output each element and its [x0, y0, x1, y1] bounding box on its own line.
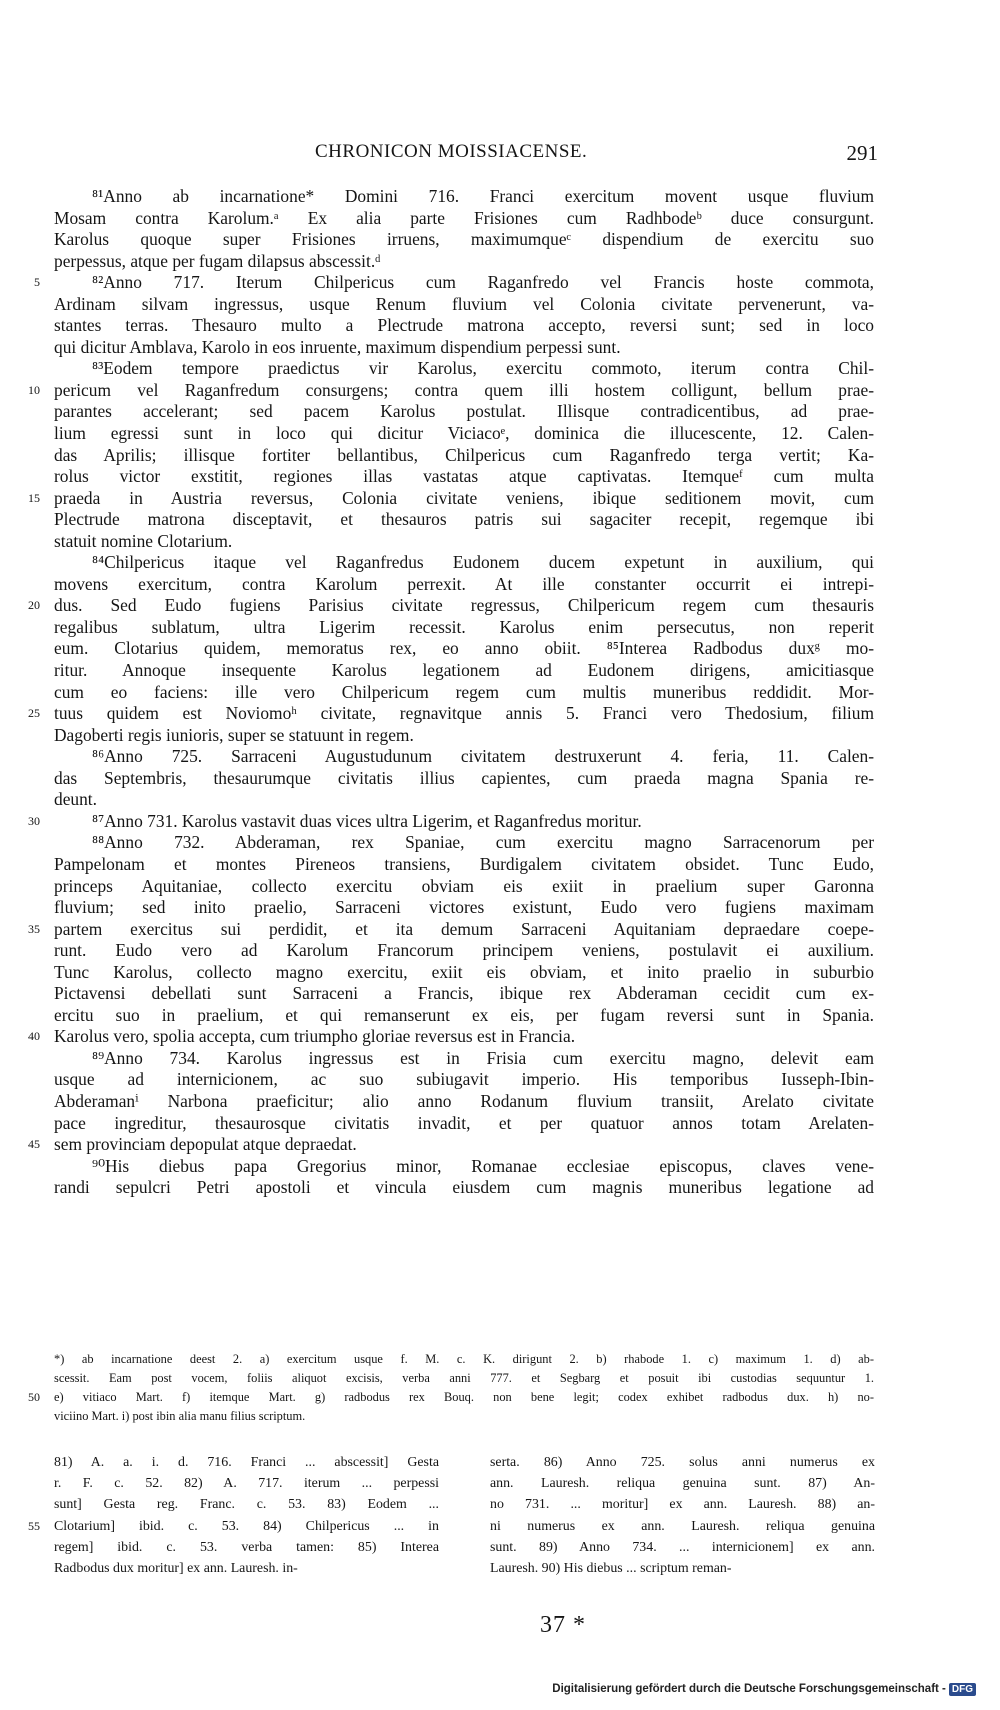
text-line [54, 1452, 439, 1473]
text-line [54, 1537, 439, 1558]
line-text: qui dicitur Amblava, Karolo in eos inruente, maximum dispendium perpessi sunt. [54, 336, 621, 357]
line-text: usque ad internicionem, ac suo subiugavit imperio. His temporibus Iusseph-Ibin- [54, 1069, 874, 1090]
line-text: ercitu suo in praelium, et qui remanserunt ex eis, per fugam reversi sunt in Spania. [54, 1004, 874, 1025]
text-line [28, 595, 874, 617]
line-text: Plectrude matrona disceptavit, et thesauros patris sui sagaciter recepit, regemque ibi [54, 509, 874, 530]
text-line [54, 876, 874, 898]
text-line [54, 251, 874, 273]
running-header [0, 141, 1000, 171]
line-number: 55 [28, 1518, 40, 1533]
line-text: Lauresh. 90) His diebus ... scriptum reman- [490, 1560, 732, 1576]
line-text: lium egressi sunt in loco qui dicitur Viciacoᵉ, dominica die illucescente, 12. Calen- [54, 423, 874, 444]
text-line [54, 445, 874, 467]
line-text: viciino Mart. i) post ibin alia manu filius scriptum. [54, 1409, 306, 1423]
text-line [54, 358, 874, 380]
text-line [54, 1091, 874, 1113]
line-text: eum. Clotarius quidem, memoratus rex, eo anno obiit. ⁸⁵Interea Radbodus duxᵍ mo- [54, 638, 874, 659]
text-line [28, 487, 874, 510]
line-text: tuus quidem est Noviomoʰ civitate, regnavitque annis 5. Franci vero Thedosium, filium [54, 703, 874, 724]
line-text: *) ab incarnatione deest 2. a) exercitum usque f. M. c. K. dirigunt 2. b) rhabode 1. c) maximum 1. d) ab- [54, 1352, 874, 1366]
line-text: ⁸¹Anno ab incarnatione* Domini 716. Franci exercitum movent usque fluvium [92, 186, 874, 206]
line-text: partem exercitus sui perdidit, et ita demum Sarraceni Aquitaniam depraedare coepe- [54, 918, 874, 939]
line-text: e) vitiaco Mart. f) itemque Mart. g) radbodus rex Bouq. non bene legit; codex exhibet radbodus dux. h) no- [54, 1390, 874, 1404]
text-line [54, 746, 874, 768]
line-text: princeps Aquitaniae, collecto exercitu obviam eis exiit in praelium super Garonna [54, 875, 874, 896]
text-line [54, 1369, 874, 1388]
text-line [28, 379, 874, 402]
line-text: fluvium; sed inito praelio, Sarraceni victores existunt, Eudo vero fugiens maximam [54, 897, 874, 918]
line-number: 40 [28, 1029, 40, 1044]
running-title: CHRONICON MOISSIACENSE. [315, 141, 588, 162]
line-text: dus. Sed Eudo fugiens Parisius civitate regressus, Chilpericum regem cum thesauris [54, 595, 874, 616]
line-text: Radbodus dux moritur] ex ann. Lauresh. in- [54, 1560, 298, 1576]
text-line [490, 1452, 875, 1473]
line-text: ⁸⁷Anno 731. Karolus vastavit duas vices ultra Ligerim, et Raganfredus moritur. [92, 810, 642, 831]
text-line [54, 789, 874, 811]
line-text: Dagoberti regis iunioris, super se statuunt in regem. [54, 724, 414, 745]
line-text: ⁸⁹Anno 734. Karolus ingressus est in Frisia cum exercitu magno, delevit eam [92, 1047, 874, 1068]
line-text: ann. Lauresh. reliqua genuina sunt. 87) An- [490, 1476, 875, 1492]
text-line [54, 768, 874, 790]
text-line [28, 1026, 874, 1048]
line-text: no 731. ... moritur] ex ann. Lauresh. 88) an- [490, 1497, 875, 1513]
line-text: perpessus, atque per fugam dilapsus abscessit.ᵈ [54, 250, 381, 271]
line-text: ⁸⁴Chilpericus itaque vel Raganfredus Eudonem ducem expetunt in auxilium, qui [92, 552, 874, 573]
line-text: ⁸³Eodem tempore praedictus vir Karolus, exercitu commoto, iterum contra Chil- [92, 358, 874, 379]
line-text: ⁸²Anno 717. Iterum Chilpericus cum Raganfredo vel Francis hoste commota, [92, 272, 874, 293]
text-line [54, 983, 874, 1005]
line-text: serta. 86) Anno 725. solus anni numerus ex [490, 1455, 875, 1470]
text-line [54, 208, 874, 230]
text-line [490, 1516, 875, 1537]
text-line [34, 272, 874, 294]
line-number: 5 [34, 275, 40, 290]
text-line [54, 423, 874, 445]
text-line [54, 617, 874, 639]
dfg-logo: DFG [949, 1683, 976, 1696]
line-number: 50 [28, 1390, 40, 1404]
line-text: das Septembris, thesaurumque civitatis illius capientes, cum praeda magna Spania re- [54, 767, 874, 788]
text-line [28, 1388, 874, 1407]
text-line [54, 1005, 874, 1027]
digitization-credit [552, 1683, 976, 1696]
line-number: 45 [28, 1137, 40, 1152]
line-text: Clotarium] ibid. c. 53. 84) Chilpericus ... in [54, 1518, 439, 1534]
line-text: Karolus vero, spolia accepta, cum triumpho gloriae reversus est in Francia. [54, 1026, 576, 1047]
text-line [54, 294, 874, 316]
line-text: r. F. c. 52. 82) A. 717. iterum ... perpessi [54, 1476, 439, 1492]
line-text: regalibus sublatum, ultra Ligerim recessit. Karolus enim persecutus, non reperit [54, 616, 874, 637]
text-line [54, 1177, 874, 1199]
line-text: regem] ibid. c. 53. verba tamen: 85) Interea [54, 1539, 439, 1555]
text-line [54, 832, 874, 854]
line-text: scessit. Eam post vocem, foliis aliquot excisis, verba anni 777. et Segbarg et posuit ibi custodias sequuntur 1. [54, 1371, 874, 1385]
line-text: praeda in Austria reversus, Colonia civitate veniens, ibique seditionem movit, cum [54, 487, 874, 508]
line-text: ⁸⁸Anno 732. Abderaman, rex Spaniae, cum exercitu magno Sarracenorum per [92, 832, 874, 853]
line-text: Pampelonam et montes Pireneos transiens, Burdigalem civitatem obsidet. Tunc Eudo, [54, 853, 874, 874]
line-text: Karolus quoque super Frisiones irruens, maximumqueᶜ dispendium de exercitu suo [54, 229, 874, 250]
text-line [54, 337, 874, 359]
line-text: randi sepulcri Petri apostoli et vincula eiusdem cum magnis muneribus legatione ad [54, 1177, 874, 1198]
text-line [54, 509, 874, 531]
line-text: pericum vel Raganfredum consurgens; contra quem illi hostem colligunt, bellum prae- [54, 379, 874, 400]
line-number: 35 [28, 921, 40, 936]
text-line [54, 1048, 874, 1070]
line-text: ni numerus ex ann. Lauresh. reliqua genuina [490, 1518, 875, 1534]
text-line [28, 703, 874, 725]
line-text: sem provinciam depopulat atque depraedat. [54, 1134, 357, 1155]
text-line [28, 918, 874, 941]
text-line [490, 1558, 875, 1579]
text-line [28, 1134, 874, 1156]
line-text: parantes accelerant; sed pacem Karolus postulat. Illisque contradicentibus, ad prae- [54, 401, 874, 422]
text-line [54, 725, 874, 747]
text-line [54, 1558, 439, 1579]
critical-apparatus [28, 1350, 874, 1426]
line-number: 30 [28, 813, 40, 828]
line-number: 25 [28, 706, 40, 721]
line-text: Tunc Karolus, collecto magno exercitu, exiit eis obviam, et inito praelio in suburbio [54, 961, 874, 982]
line-text: cum eo faciens: ille vero Chilpericum regem cum multis muneribus reddidit. Mor- [54, 681, 874, 702]
line-text: Mosam contra Karolum.ᵃ Ex alia parte Frisiones cum Radhbodeᵇ duce consurgunt. [54, 207, 874, 228]
text-line [54, 1156, 874, 1178]
line-text: Abderamanⁱ Narbona praeficitur; alio anno Rodanum fluvium transiit, Arelato civitate [54, 1090, 874, 1111]
line-text: sunt. 89) Anno 734. ... internicionem] ex ann. [490, 1539, 875, 1555]
line-number: 15 [28, 490, 40, 505]
text-line [54, 940, 874, 962]
text-line [54, 574, 874, 596]
line-text: runt. Eudo vero ad Karolum Francorum principem veniens, postulavit ei auxilium. [54, 940, 874, 961]
line-text: sunt] Gesta reg. Franc. c. 53. 83) Eodem ... [54, 1497, 439, 1513]
text-line [490, 1473, 875, 1494]
text-line [54, 660, 874, 682]
line-text: pace ingreditur, thesaurosque civitatis invadit, et per quatuor annos totam Arelaten- [54, 1112, 874, 1133]
text-line [54, 401, 874, 423]
line-text: ⁸⁶Anno 725. Sarraceni Augustudunum civitatem destruxerunt 4. feria, 11. Calen- [92, 746, 874, 767]
text-line [54, 1350, 874, 1369]
source-notes-right-column [490, 1452, 875, 1579]
text-line [54, 1473, 439, 1494]
credit-text: Digitalisierung gefördert durch die Deutsche Forschungsgemeinschaft - [552, 1683, 946, 1695]
text-line [54, 962, 874, 984]
text-line [54, 531, 874, 553]
page-number: 291 [846, 141, 878, 165]
text-line [54, 854, 874, 876]
chronicle-text [28, 186, 874, 1199]
signature-mark: 37 * [540, 1612, 586, 1638]
line-text: das Aprilis; illisque fortiter bellantibus, Chilpericus cum Raganfredo terga vertit; Ka- [54, 444, 874, 465]
line-text: deunt. [54, 789, 97, 810]
text-line [54, 466, 874, 488]
text-line [54, 186, 874, 208]
line-text: stantes terras. Thesauro multo a Plectrude matrona accepto, reversi sunt; sed in loco [54, 315, 874, 336]
text-line [54, 315, 874, 337]
line-number: 20 [28, 598, 40, 613]
text-line [490, 1537, 875, 1558]
text-line [28, 810, 874, 833]
line-text: movens exercitum, contra Karolum perrexit. At ille constanter occurrit ei intrepi- [54, 573, 874, 594]
text-line [54, 1069, 874, 1091]
text-line [54, 229, 874, 251]
line-text: Ardinam silvam ingressus, usque Renum fluvium vel Colonia civitate pervenerunt, va- [54, 293, 874, 314]
line-text: ritur. Annoque insequente Karolus legationem ad Eudonem dirigens, amicitiasque [54, 660, 874, 681]
text-line [54, 897, 874, 919]
text-line [54, 552, 874, 574]
text-line [54, 682, 874, 704]
text-line [54, 1407, 874, 1426]
text-line [54, 1113, 874, 1135]
text-line [54, 1494, 439, 1515]
line-number: 10 [28, 382, 40, 397]
line-text: rolus victor exstitit, regiones illas vastatas atque captivatas. Itemqueᶠ cum multa [54, 466, 874, 487]
text-line [28, 1516, 439, 1537]
source-notes-left-column [28, 1452, 439, 1579]
line-text: 81) A. a. i. d. 716. Franci ... abscessit] Gesta [54, 1455, 439, 1470]
line-text: Pictavensi debellati sunt Sarraceni a Francis, ibique rex Abderaman cecidit cum ex- [54, 983, 874, 1004]
text-line [490, 1494, 875, 1515]
text-line [54, 638, 874, 660]
line-text: statuit nomine Clotarium. [54, 530, 233, 551]
line-text: ⁹⁰His diebus papa Gregorius minor, Romanae ecclesiae episcopus, claves vene- [92, 1155, 874, 1176]
